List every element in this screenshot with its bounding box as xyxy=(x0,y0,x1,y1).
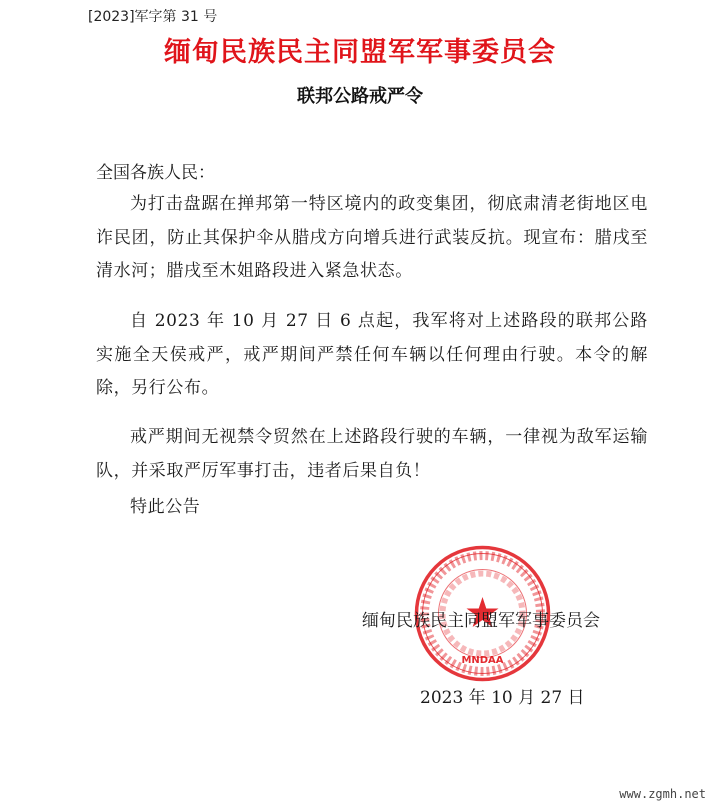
salutation: 全国各族人民： xyxy=(96,163,215,183)
signature-organization: 缅甸民族民主同盟军军事委员会 xyxy=(362,611,600,631)
seal-text: MNDAA xyxy=(461,655,504,666)
watermark: www.zgmh.net xyxy=(619,787,706,801)
organization-title: 缅甸民族民主同盟军军事委员会 xyxy=(164,37,556,68)
order-title: 联邦公路戒严令 xyxy=(297,86,423,107)
paragraph-3: 戒严期间无视禁令贸然在上述路段行驶的车辆，一律视为敌军运输队，并采取严厉军事打击，违者后果自负！ xyxy=(96,427,648,481)
paragraph-1: 为打击盘踞在掸邦第一特区境内的政变集团，彻底肃清老街地区电诈民团，防止其保护伞从腊戌方向增兵进行武装反抗。现宣布：腊戌至清水河；腊戌至木姐路段进入紧急状态。 xyxy=(96,194,648,281)
closing-line: 特此公告 xyxy=(130,497,201,517)
document-number: [2023]军字第 31 号 xyxy=(88,9,218,25)
paragraph-2: 自 2023 年 10 月 27 日 6 点起，我军将对上述路段的联邦公路实施全天侯戒严，戒严期间严禁任何车辆以任何理由行驶。本令的解除，另行公布。 xyxy=(96,311,648,398)
signature-date: 2023 年 10 月 27 日 xyxy=(420,688,585,708)
